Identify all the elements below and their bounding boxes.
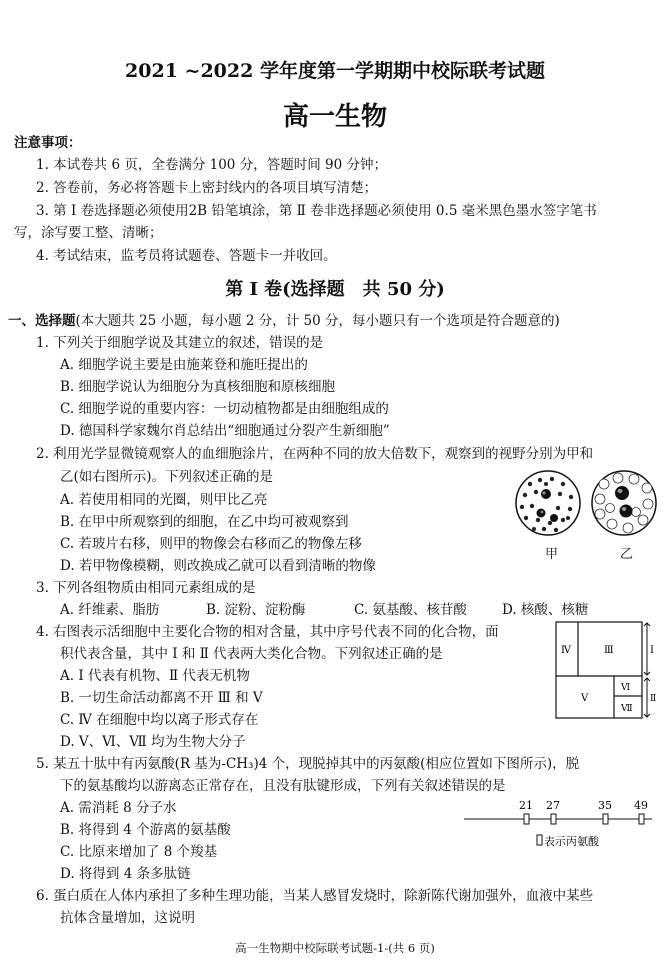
page-footer: 高一生物期中校际联考试题-1-(共 6 页) xyxy=(235,941,435,955)
label-jia: 甲 xyxy=(545,547,559,562)
fig-label-iv: Ⅳ xyxy=(561,645,571,656)
microscope-figure xyxy=(508,466,664,566)
q6-stem-line1: 6. 蛋白质在人体内承担了多种生理功能，当某人感冒发烧时，除新陈代谢加强外，血液中某些 xyxy=(36,888,594,904)
fig-label-i: Ⅰ xyxy=(650,645,654,656)
q4-option-c: C. Ⅳ 在细胞中均以离子形式存在 xyxy=(60,712,259,728)
q5-stem-line2: 下的氨基酸均以游离态正常存在，且没有肽键形成，下列有关叙述错误的是 xyxy=(60,778,506,794)
q3-option-a: A. 纤维素、脂肪 xyxy=(60,602,160,618)
q5-option-d: D. 将得到 4 条多肽链 xyxy=(60,866,191,882)
q1-option-d: D. 德国科学家魏尔肖总结出“细胞通过分裂产生新细胞” xyxy=(60,423,390,439)
fig-label-iii: Ⅲ xyxy=(604,645,614,656)
view-yi xyxy=(592,471,656,535)
q2-option-a: A. 若使用相同的光圈，则甲比乙亮 xyxy=(60,492,268,508)
q1-option-a: A. 细胞学说主要是由施莱登和施旺提出的 xyxy=(60,357,308,373)
position-49: 49 xyxy=(634,799,648,812)
q3-option-d: D. 核酸、核糖 xyxy=(502,602,589,618)
q2-stem-line2: 乙(如右图所示)。下列叙述正确的是 xyxy=(60,469,274,485)
compound-area-diagram xyxy=(554,620,658,722)
position-27: 27 xyxy=(546,799,560,812)
subject-title: 高一生物 xyxy=(282,102,387,132)
position-21: 21 xyxy=(519,799,533,812)
q2-option-c: C. 若玻片右移，则甲的物像会右移而乙的物像左移 xyxy=(60,536,362,552)
notice-item-1: 1. 本试卷共 6 页，全卷满分 100 分，答题时间 90 分钟； xyxy=(36,157,387,173)
q3-stem: 3. 下列各组物质由相同元素组成的是 xyxy=(36,580,256,596)
q5-option-a: A. 需消耗 8 分子水 xyxy=(60,800,177,816)
legend-text: 表示丙氨酸 xyxy=(544,835,599,848)
fig-label-vi: Ⅵ xyxy=(621,683,631,693)
exam-title: 2021 ~2022 学年度第一学期期中校际联考试题 xyxy=(125,60,545,82)
part-heading: 一、选择题 xyxy=(8,313,76,329)
legend-box xyxy=(537,835,542,845)
notice-item-3: 3. 第 Ⅰ 卷选择题必须使用2B 铅笔填涂，第 Ⅱ 卷非选择题必须使用 0.5 毫米黑色墨水签字笔书 xyxy=(36,203,597,219)
q3-option-c: C. 氨基酸、核苷酸 xyxy=(354,602,467,618)
q1-option-b: B. 细胞学说认为细胞分为真核细胞和原核细胞 xyxy=(60,379,336,395)
fig-label-v: Ⅴ xyxy=(581,693,589,704)
peptide-chain-figure xyxy=(460,795,660,857)
q2-stem-line1: 2. 利用光学显微镜观察人的血细胞涂片，在两种不同的放大倍数下，观察到的视野分别为甲和 xyxy=(36,446,594,462)
section-title: 第 Ⅰ 卷(选择题 共 50 分) xyxy=(225,279,445,300)
q4-stem-line2: 积代表含量，其中 Ⅰ 和 Ⅱ 代表两大类化合物。下列叙述正确的是 xyxy=(60,646,443,662)
q2-option-b: B. 在甲中所观察到的细胞，在乙中均可被观察到 xyxy=(60,514,349,530)
fig-label-vii: Ⅶ xyxy=(621,704,633,714)
q5-option-b: B. 将得到 4 个游离的氨基酸 xyxy=(60,822,231,838)
fig-label-ii: Ⅱ xyxy=(650,694,657,704)
q6-stem-line2: 抗体含量增加，这说明 xyxy=(60,910,195,926)
q4-stem-line1: 4. 右图表示活细胞中主要化合物的相对含量，其中序号代表不同的化合物，面 xyxy=(36,624,499,640)
view-jia xyxy=(516,471,580,535)
notice-item-3-cont: 写，涂写要工整、清晰； xyxy=(14,225,163,241)
q5-stem-line1: 5. 某五十肽中有丙氨酸(R 基为-CH₃)4 个，现脱掉其中的丙氨酸(相应位置如下图所示)，脱 xyxy=(36,756,580,772)
q4-option-a: A. Ⅰ 代表有机物、Ⅱ 代表无机物 xyxy=(60,668,250,684)
q4-option-d: D. Ⅴ、Ⅵ、Ⅶ 均为生物大分子 xyxy=(60,734,246,750)
part-desc: (本大题共 25 小题，每小题 2 分，计 50 分，每小题只有一个选项是符合题意的) xyxy=(75,313,560,329)
notice-item-4: 4. 考试结束，监考员将试题卷、答题卡一并收回。 xyxy=(36,248,337,264)
position-35: 35 xyxy=(598,799,612,812)
label-yi: 乙 xyxy=(620,547,634,562)
part-heading-line xyxy=(8,310,560,332)
q5-option-c: C. 比原来增加了 8 个羧基 xyxy=(60,844,218,860)
q4-option-b: B. 一切生命活动都离不开 Ⅲ 和 Ⅴ xyxy=(60,690,263,706)
q2-option-d: D. 若甲物像模糊，则改换成乙就可以看到清晰的物像 xyxy=(60,558,376,574)
q3-option-b: B. 淀粉、淀粉酶 xyxy=(206,602,306,618)
q1-stem: 1. 下列关于细胞学说及其建立的叙述，错误的是 xyxy=(36,335,324,351)
q1-option-c: C. 细胞学说的重要内容：一切动植物都是由细胞组成的 xyxy=(60,401,389,417)
notice-item-2: 2. 答卷前，务必将答题卡上密封线内的各项目填写清楚； xyxy=(36,180,378,196)
notice-heading: 注意事项： xyxy=(14,135,82,151)
